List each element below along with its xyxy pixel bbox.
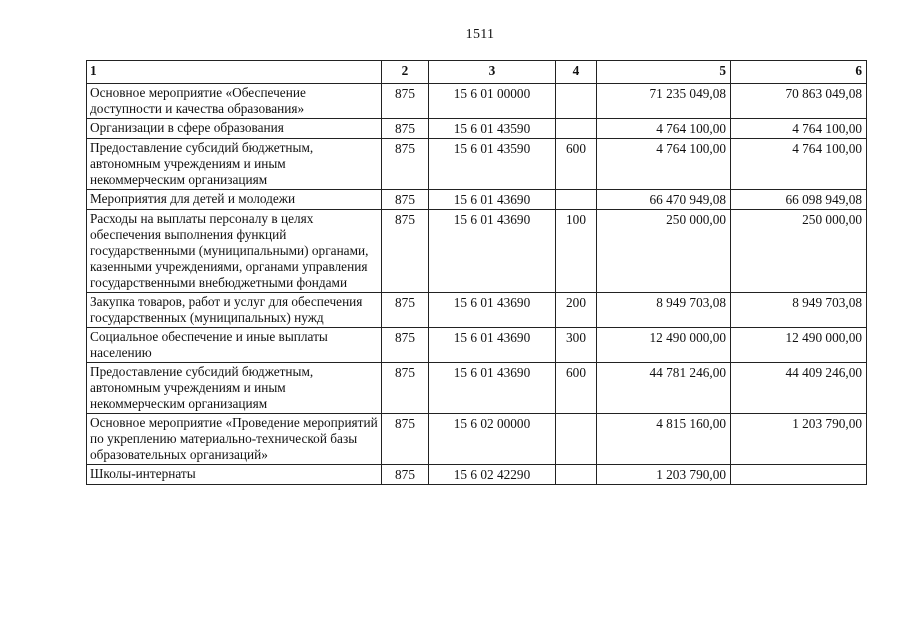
cell-code-2: 875 <box>382 414 429 465</box>
cell-code-3: 15 6 01 43590 <box>429 119 556 139</box>
cell-amount-5: 71 235 049,08 <box>597 84 731 119</box>
cell-code-3: 15 6 01 43690 <box>429 363 556 414</box>
cell-code-3: 15 6 01 43690 <box>429 328 556 363</box>
cell-amount-6 <box>731 465 867 485</box>
table-header-row <box>87 61 867 84</box>
cell-amount-6: 250 000,00 <box>731 210 867 293</box>
cell-amount-5: 4 815 160,00 <box>597 414 731 465</box>
cell-code-3: 15 6 01 43690 <box>429 293 556 328</box>
cell-code-4 <box>556 119 597 139</box>
cell-amount-5: 44 781 246,00 <box>597 363 731 414</box>
cell-item-name: Мероприятия для детей и молодежи <box>87 190 382 210</box>
cell-amount-5: 66 470 949,08 <box>597 190 731 210</box>
cell-amount-6: 1 203 790,00 <box>731 414 867 465</box>
table-row <box>87 293 867 328</box>
table-row <box>87 414 867 465</box>
table-row <box>87 139 867 190</box>
cell-code-4: 300 <box>556 328 597 363</box>
cell-amount-6: 4 764 100,00 <box>731 119 867 139</box>
table-row <box>87 465 867 485</box>
cell-item-name: Школы-интернаты <box>87 465 382 485</box>
cell-code-2: 875 <box>382 139 429 190</box>
cell-code-2: 875 <box>382 119 429 139</box>
cell-code-4 <box>556 414 597 465</box>
cell-code-4 <box>556 190 597 210</box>
column-header-6: 6 <box>731 61 867 84</box>
cell-amount-6: 4 764 100,00 <box>731 139 867 190</box>
cell-code-3: 15 6 01 43690 <box>429 190 556 210</box>
cell-amount-6: 12 490 000,00 <box>731 328 867 363</box>
table-row <box>87 210 867 293</box>
cell-code-4: 100 <box>556 210 597 293</box>
table-row <box>87 363 867 414</box>
cell-code-3: 15 6 01 43690 <box>429 210 556 293</box>
table-row <box>87 190 867 210</box>
cell-code-2: 875 <box>382 210 429 293</box>
cell-item-name: Основное мероприятие «Проведение мероприятий по укреплению материально-технической базы образовательных организаций» <box>87 414 382 465</box>
cell-code-2: 875 <box>382 328 429 363</box>
cell-amount-5: 12 490 000,00 <box>597 328 731 363</box>
column-header-2: 2 <box>382 61 429 84</box>
cell-amount-6: 66 098 949,08 <box>731 190 867 210</box>
column-header-1: 1 <box>87 61 382 84</box>
column-header-4: 4 <box>556 61 597 84</box>
cell-item-name: Социальное обеспечение и иные выплаты населению <box>87 328 382 363</box>
cell-amount-6: 8 949 703,08 <box>731 293 867 328</box>
budget-table <box>86 60 867 485</box>
cell-code-3: 15 6 01 43590 <box>429 139 556 190</box>
cell-amount-5: 1 203 790,00 <box>597 465 731 485</box>
cell-amount-5: 4 764 100,00 <box>597 119 731 139</box>
cell-code-4: 600 <box>556 363 597 414</box>
column-header-3: 3 <box>429 61 556 84</box>
cell-code-4: 200 <box>556 293 597 328</box>
column-header-5: 5 <box>597 61 731 84</box>
cell-code-2: 875 <box>382 465 429 485</box>
page-number: 1511 <box>465 27 495 42</box>
cell-amount-5: 4 764 100,00 <box>597 139 731 190</box>
cell-item-name: Предоставление субсидий бюджетным, автономным учреждениям и иным некоммерческим организациям <box>87 139 382 190</box>
cell-amount-6: 44 409 246,00 <box>731 363 867 414</box>
cell-code-3: 15 6 02 42290 <box>429 465 556 485</box>
cell-code-3: 15 6 01 00000 <box>429 84 556 119</box>
cell-item-name: Основное мероприятие «Обеспечение доступности и качества образования» <box>87 84 382 119</box>
cell-code-4: 600 <box>556 139 597 190</box>
table-row <box>87 84 867 119</box>
table-row <box>87 328 867 363</box>
cell-item-name: Предоставление субсидий бюджетным, автономным учреждениям и иным некоммерческим организациям <box>87 363 382 414</box>
cell-code-4 <box>556 84 597 119</box>
cell-code-2: 875 <box>382 84 429 119</box>
cell-code-3: 15 6 02 00000 <box>429 414 556 465</box>
cell-code-2: 875 <box>382 363 429 414</box>
cell-amount-5: 8 949 703,08 <box>597 293 731 328</box>
cell-amount-6: 70 863 049,08 <box>731 84 867 119</box>
cell-amount-5: 250 000,00 <box>597 210 731 293</box>
cell-code-2: 875 <box>382 190 429 210</box>
cell-item-name: Расходы на выплаты персоналу в целях обеспечения выполнения функций государственными (муниципальными) органами, казенными учреждениями, органами управления государственными внебюджетными фондами <box>87 210 382 293</box>
cell-code-4 <box>556 465 597 485</box>
cell-code-2: 875 <box>382 293 429 328</box>
cell-item-name: Закупка товаров, работ и услуг для обеспечения государственных (муниципальных) нужд <box>87 293 382 328</box>
table-row <box>87 119 867 139</box>
cell-item-name: Организации в сфере образования <box>87 119 382 139</box>
